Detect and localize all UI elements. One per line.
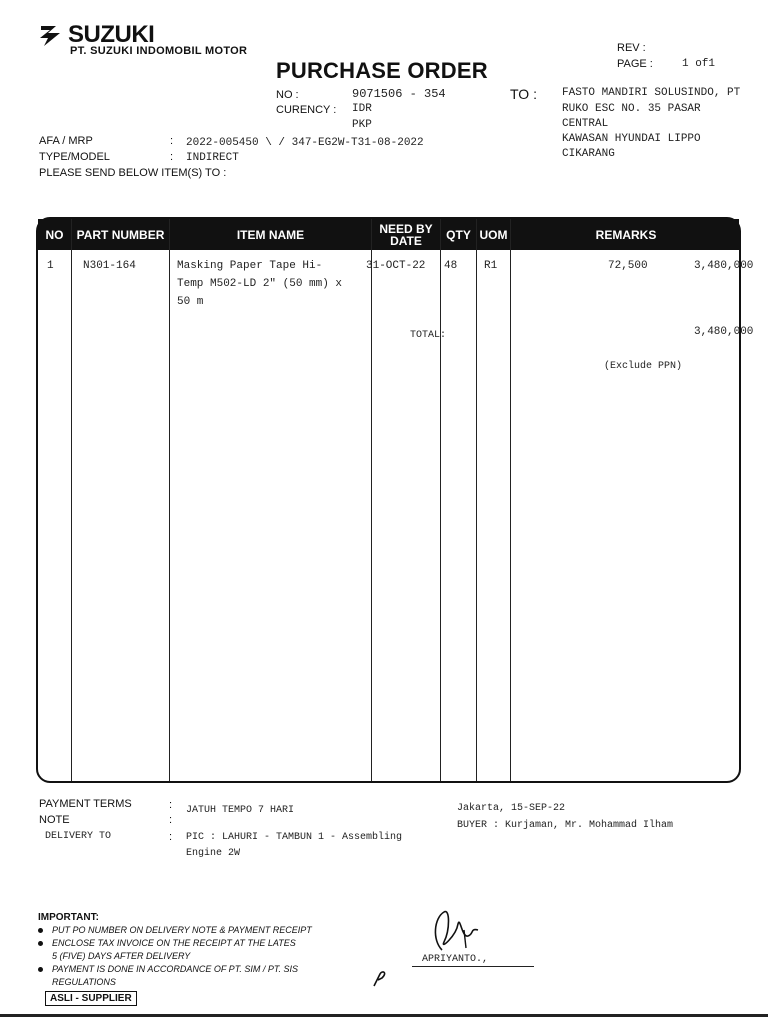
- column-divider: [440, 219, 441, 781]
- important-title: IMPORTANT:: [38, 912, 99, 923]
- important-item-3-cont: REGULATIONS: [52, 977, 116, 987]
- currency-label: CURENCY :: [276, 104, 337, 116]
- signature-icon: [420, 900, 500, 960]
- important-item-2: ENCLOSE TAX INVOICE ON THE RECEIPT AT THE LATES: [52, 938, 296, 948]
- copy-stamp: ASLI - SUPPLIER: [45, 991, 137, 1006]
- to-line-4: KAWASAN HYUNDAI LIPPO: [562, 133, 701, 145]
- tax-note: (Exclude PPN): [604, 361, 683, 372]
- po-number-value: 9071506 - 354: [352, 87, 446, 101]
- afa-value: 2022-005450 \ / 347-EG2W-T31-08-2022: [186, 137, 424, 149]
- table-header: [38, 219, 739, 250]
- important-item-3: PAYMENT IS DONE IN ACCORDANCE OF PT. SIM / PT. SIS: [52, 964, 299, 974]
- to-label: TO :: [510, 86, 537, 102]
- note-label: NOTE: [39, 814, 70, 826]
- column-divider: [71, 219, 72, 781]
- note-separator: :: [169, 814, 173, 826]
- row-1-no: 1: [47, 260, 54, 272]
- type-model-separator: :: [170, 151, 174, 163]
- payment-terms-label: PAYMENT TERMS: [39, 798, 132, 810]
- row-1-uom: R1: [484, 260, 498, 272]
- col-header-uom: UOM: [479, 227, 508, 242]
- column-divider: [510, 219, 511, 781]
- row-1-unit-price: 72,500: [608, 260, 648, 272]
- signatory-name: APRIYANTO.,: [422, 954, 489, 965]
- initial-mark-icon: [370, 966, 394, 990]
- important-item-2-cont: 5 (FIVE) DAYS AFTER DELIVERY: [52, 951, 191, 961]
- type-model-label: TYPE/MODEL: [39, 151, 110, 163]
- row-1-item-name-line-3: 50 m: [177, 296, 204, 308]
- column-divider: [169, 219, 170, 781]
- signature-line: [412, 966, 534, 967]
- to-line-5: CIKARANG: [562, 148, 615, 160]
- total-value: 3,480,000: [694, 326, 754, 338]
- type-model-value: INDIRECT: [186, 152, 239, 164]
- column-divider: [476, 219, 477, 781]
- to-line-3: CENTRAL: [562, 118, 609, 130]
- bottom-rule: [0, 1014, 768, 1017]
- page-value: 1 of1: [682, 58, 716, 70]
- col-header-need-by-date: [372, 219, 440, 250]
- suzuki-logo-icon: [38, 22, 68, 50]
- row-1-part-number: N301-164: [83, 260, 136, 272]
- need-by-line-2: DATE: [390, 233, 422, 248]
- company-name: PT. SUZUKI INDOMOBIL MOTOR: [70, 45, 248, 57]
- payment-terms-separator: :: [169, 799, 173, 811]
- row-1-item-name-line-2: Temp M502-LD 2" (50 mm) x: [177, 278, 343, 290]
- total-label: TOTAL:: [410, 330, 447, 341]
- send-to-label: PLEASE SEND BELOW ITEM(S) TO :: [39, 167, 227, 179]
- col-header-no: NO: [45, 227, 64, 242]
- important-item-1: PUT PO NUMBER ON DELIVERY NOTE & PAYMENT RECEIPT: [52, 925, 312, 935]
- need-by-line-1: NEED BY: [379, 221, 433, 236]
- document-title: PURCHASE ORDER: [276, 58, 488, 83]
- page-label: PAGE :: [617, 58, 653, 70]
- bullet-icon: [38, 967, 43, 972]
- rev-label: REV :: [617, 42, 646, 54]
- afa-separator: :: [170, 135, 174, 147]
- items-table: [36, 217, 754, 783]
- row-1-item-name-line-1: Masking Paper Tape Hi-: [177, 260, 323, 272]
- row-1-amount: 3,480,000: [694, 260, 754, 272]
- col-header-remarks: REMARKS: [595, 227, 657, 242]
- col-header-qty: QTY: [446, 227, 471, 242]
- place-date: Jakarta, 15-SEP-22: [457, 803, 566, 814]
- col-header-item-name: ITEM NAME: [236, 227, 305, 242]
- buyer: BUYER : Kurjaman, Mr. Mohammad Ilham: [457, 820, 674, 831]
- tax-status-value: PKP: [352, 119, 372, 131]
- delivery-line-1: PIC : LAHURI - TAMBUN 1 - Assembling: [186, 832, 403, 843]
- to-line-1: FASTO MANDIRI SOLUSINDO, PT: [562, 87, 741, 99]
- to-line-2: RUKO ESC NO. 35 PASAR: [562, 103, 701, 115]
- column-divider: [371, 219, 372, 781]
- row-1-qty: 48: [444, 260, 458, 272]
- col-header-part-number: PART NUMBER: [76, 227, 165, 242]
- row-1-need-by-date: 31-OCT-22: [366, 260, 426, 272]
- bullet-icon: [38, 941, 43, 946]
- afa-label: AFA / MRP: [39, 135, 93, 147]
- po-number-label: NO :: [276, 89, 299, 101]
- currency-value: IDR: [352, 103, 372, 115]
- delivery-line-2: Engine 2W: [186, 848, 241, 859]
- bullet-icon: [38, 928, 43, 933]
- delivery-separator: :: [169, 831, 173, 843]
- delivery-to-label: DELIVERY TO: [45, 831, 112, 842]
- payment-terms-value: JATUH TEMPO 7 HARI: [186, 805, 295, 816]
- brand-name: SUZUKI: [68, 21, 155, 48]
